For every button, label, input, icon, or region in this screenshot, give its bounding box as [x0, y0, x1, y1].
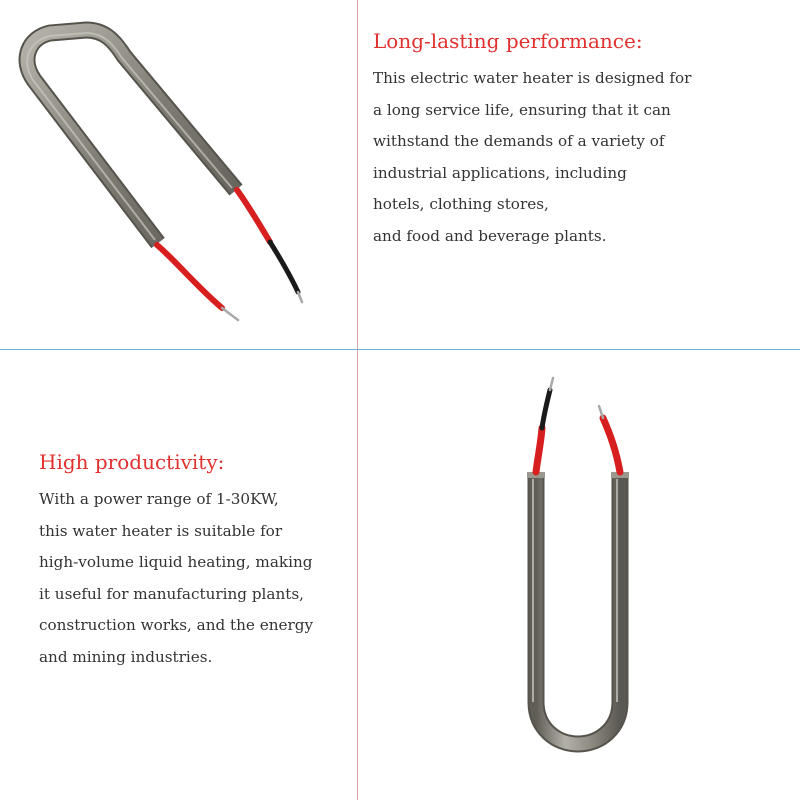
body-line: withstand the demands of a variety of: [373, 132, 665, 150]
section-body-long-lasting: [373, 63, 691, 252]
heater-element-photo-bottom: [358, 350, 800, 800]
body-line: this water heater is suitable for: [39, 521, 283, 540]
section-body-high-productivity: [39, 484, 313, 673]
body-line: high-volume liquid heating, making: [39, 553, 313, 571]
body-line: This electric water heater is designed for: [373, 69, 692, 87]
body-line: construction works, and the energy: [39, 616, 314, 634]
section-heading-high-productivity: High productivity:: [39, 450, 225, 474]
heater-element-photo-top: [0, 0, 357, 349]
body-line: and mining industries.: [39, 647, 213, 666]
body-line: and food and beverage plants.: [373, 226, 607, 245]
body-line: With a power range of 1-30KW,: [39, 490, 279, 508]
body-line: hotels, clothing stores,: [373, 195, 549, 213]
body-line: a long service life, ensuring that it can: [373, 100, 671, 119]
body-line: it useful for manufacturing plants,: [39, 584, 304, 603]
section-heading-long-lasting: Long-lasting performance:: [373, 29, 643, 53]
body-line: industrial applications, including: [373, 163, 627, 182]
